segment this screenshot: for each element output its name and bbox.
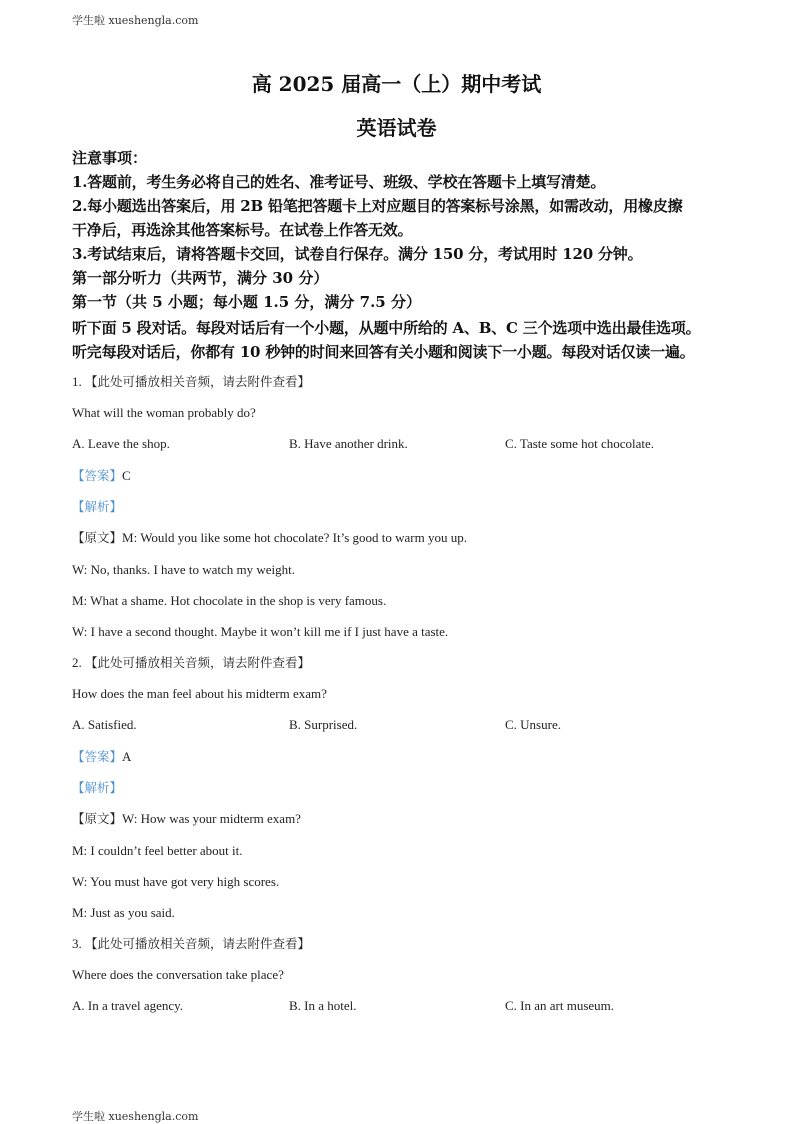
q2-line-2: W: You must have got very high scores.	[72, 874, 280, 889]
q2-analysis	[72, 779, 122, 797]
q1-number: 1.	[72, 374, 82, 389]
notes-heading: 注意事项：	[72, 149, 148, 167]
q1-analysis	[72, 498, 122, 516]
exam-title: 高 2025 届高一（上）期中考试	[251, 72, 542, 96]
q1-audio-note: 【此处可播放相关音频，请去附件查看】	[85, 374, 311, 389]
q2-option-c: C. Unsure.	[505, 717, 561, 732]
q1-heading	[72, 373, 310, 391]
part-heading: 第一部分听力（共两节，满分 30 分）	[72, 269, 329, 287]
q1-line-0: M: Would you like some hot chocolate? It’s good to warm you up.	[122, 530, 467, 545]
q2-heading	[72, 654, 310, 672]
instruction-1: 听下面 5 段对话。每段对话后有一个小题，从题中所给的 A、B、C 三个选项中选出最佳选项。	[72, 319, 701, 337]
q1-answer	[72, 467, 131, 485]
q1-line-3: W: I have a second thought. Maybe it won’t kill me if I just have a taste.	[72, 624, 449, 639]
instruction-2: 听完每段对话后，你都有 10 秒钟的时间来回答有关小题和阅读下一小题。每段对话仅读一遍。	[72, 343, 695, 361]
q2-answer-value: A	[122, 749, 132, 764]
answer-label: 【答案】	[72, 468, 123, 483]
q2-line-1: M: I couldn’t feel better about it.	[72, 843, 243, 858]
q1-line-1: W: No, thanks. I have to watch my weight.	[72, 562, 295, 577]
q1-answer-value: C	[122, 468, 131, 483]
exam-subtitle: 英语试卷	[356, 116, 437, 140]
q2-answer	[72, 748, 131, 766]
q2-transcript-line	[72, 810, 301, 828]
page-header: 学生啦 xueshengla.com	[72, 14, 199, 27]
q2-option-a: A. Satisfied.	[72, 717, 137, 732]
q2-number: 2.	[72, 655, 82, 670]
section-heading: 第一节（共 5 小题；每小题 1.5 分，满分 7.5 分）	[72, 293, 421, 311]
q2-line-0: W: How was your midterm exam?	[122, 811, 301, 826]
page-footer: 学生啦 xueshengla.com	[72, 1110, 199, 1123]
q1-option-c: C. Taste some hot chocolate.	[505, 436, 655, 451]
q2-line-3: M: Just as you said.	[72, 905, 175, 920]
notes-item-2a: 2.每小题选出答案后，用 2B 铅笔把答题卡上对应题目的答案标号涂黑，如需改动，用橡皮擦	[72, 197, 683, 215]
answer-label: 【答案】	[72, 749, 123, 764]
notes-item-3: 3.考试结束后，请将答题卡交回，试卷自行保存。满分 150 分，考试用时 120 分钟。	[72, 245, 643, 263]
original-label: 【原文】	[72, 811, 123, 826]
q2-question: How does the man feel about his midterm exam?	[72, 686, 327, 701]
analysis-label: 【解析】	[72, 499, 123, 514]
q1-line-2: M: What a shame. Hot chocolate in the shop is very famous.	[72, 593, 387, 608]
original-label: 【原文】	[72, 530, 123, 545]
q3-number: 3.	[72, 936, 82, 951]
q1-transcript-line	[72, 529, 467, 547]
q3-option-c: C. In an art museum.	[505, 998, 615, 1013]
q2-audio-note: 【此处可播放相关音频，请去附件查看】	[85, 655, 311, 670]
q1-option-a: A. Leave the shop.	[72, 436, 170, 451]
q1-question: What will the woman probably do?	[72, 405, 256, 420]
notes-item-1: 1.答题前，考生务必将自己的姓名、准考证号、班级、学校在答题卡上填写清楚。	[72, 173, 606, 191]
q3-question: Where does the conversation take place?	[72, 967, 284, 982]
notes-item-2b: 干净后，再选涂其他答案标号。在试卷上作答无效。	[72, 221, 413, 239]
q2-option-b: B. Surprised.	[289, 717, 358, 732]
q3-audio-note: 【此处可播放相关音频，请去附件查看】	[85, 936, 311, 951]
q3-heading	[72, 935, 310, 953]
analysis-label: 【解析】	[72, 780, 123, 795]
q3-option-b: B. In a hotel.	[289, 998, 357, 1013]
q3-option-a: A. In a travel agency.	[72, 998, 184, 1013]
q1-option-b: B. Have another drink.	[289, 436, 408, 451]
